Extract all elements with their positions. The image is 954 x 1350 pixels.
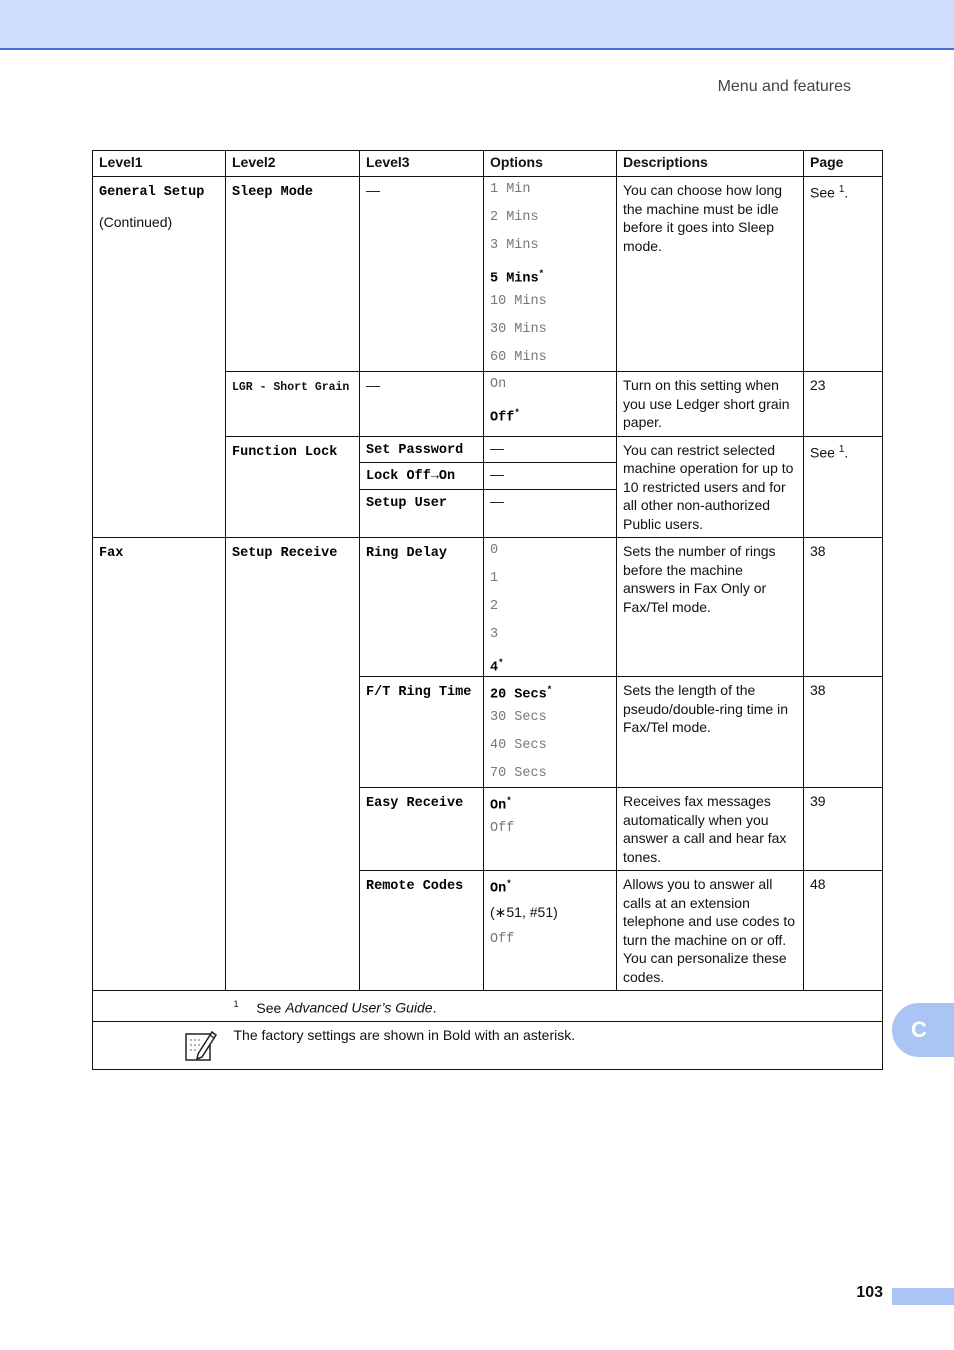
level3-dash: —	[366, 377, 380, 393]
option-default-text: 20 Secs	[490, 687, 547, 703]
function-lock-page: See $^1$.	[804, 436, 883, 538]
footnote-suffix: .	[432, 999, 437, 1016]
ring-delay-description: Sets the number of rings before the machine answers in Fax Only or Fax/Tel mode.	[617, 538, 804, 677]
option-item: 2	[490, 599, 499, 614]
level2-sleep-mode: Sleep Mode	[232, 185, 314, 200]
ring-delay-options	[484, 538, 617, 677]
header-level1: Level1	[93, 151, 226, 177]
note-row	[93, 1022, 883, 1070]
table-row-sleep-mode	[93, 177, 883, 372]
footnote-prefix: See	[256, 999, 286, 1016]
lgr-page: 23	[804, 372, 883, 437]
option-item: 3 Mins	[490, 238, 539, 253]
option-default-text: 4	[490, 660, 499, 676]
footnote	[226, 991, 883, 1022]
level3-ring-delay: Ring Delay	[366, 546, 448, 561]
sleep-mode-options	[484, 177, 617, 372]
function-lock-description: You can restrict selected machine operation for up to 10 restricted users and for all other non-authorized Public users.	[617, 436, 804, 538]
header-page: Page	[804, 151, 883, 177]
header-options: Options	[484, 151, 617, 177]
footnote-number: 1	[233, 999, 239, 1009]
header-descriptions: Descriptions	[617, 151, 804, 177]
level3-lock-off-on: Lock Off→On	[366, 469, 456, 485]
lgr-options	[484, 372, 617, 437]
level2-setup-receive: Setup Receive	[232, 546, 338, 561]
option-default-text: On	[490, 881, 507, 897]
option-item: 30 Secs	[490, 710, 547, 725]
default-asterisk: *	[506, 879, 512, 889]
option-default-text: On	[490, 798, 507, 814]
ring-delay-page: 38	[804, 538, 883, 677]
level2-lgr-short-grain: LGR - Short Grain	[232, 381, 350, 394]
option-item: 1	[490, 571, 499, 586]
page-number-bar	[892, 1288, 954, 1305]
sleep-mode-description: You can choose how long the machine must be idle before it goes into Sleep mode.	[617, 177, 804, 372]
table-row-ring-delay	[93, 538, 883, 677]
default-asterisk: *	[538, 269, 545, 279]
level3-easy-receive: Easy Receive	[366, 796, 464, 811]
option-item-default	[490, 404, 610, 426]
continued-label: (Continued)	[99, 213, 173, 230]
note-text: The factory settings are shown in Bold with an asterisk.	[226, 1022, 883, 1070]
easy-receive-page: 39	[804, 788, 883, 871]
ft-ring-time-description: Sets the length of the pseudo/double-ring time in Fax/Tel mode.	[617, 677, 804, 788]
easy-receive-options	[484, 788, 617, 871]
level3-dash: —	[366, 182, 380, 198]
header-level2: Level2	[226, 151, 360, 177]
level3-set-password: Set Password	[366, 442, 464, 458]
ft-ring-time-page: 38	[804, 677, 883, 788]
default-asterisk: *	[514, 408, 520, 418]
level1-general-setup-cell	[93, 177, 226, 538]
option-item: 40 Secs	[490, 738, 547, 753]
header-level3: Level3	[360, 151, 484, 177]
option-item-default	[490, 875, 610, 903]
chapter-tab: C	[892, 1003, 954, 1057]
default-asterisk: *	[546, 685, 553, 695]
footnote-ref: 1	[838, 443, 845, 455]
option-item: 60 Mins	[490, 350, 547, 365]
level1-fax: Fax	[99, 546, 124, 561]
level2-function-lock: Function Lock	[232, 444, 338, 460]
option-item: 2 Mins	[490, 210, 539, 225]
page-see: See	[810, 444, 835, 461]
option-item-default	[490, 792, 610, 820]
level3-setup-user: Setup User	[366, 495, 448, 511]
option-default-text: Off	[490, 410, 515, 426]
lgr-description: Turn on this setting when you use Ledger short grain paper.	[617, 372, 804, 437]
option-dash: —	[490, 492, 504, 509]
sleep-mode-page: See $^1$.	[804, 177, 883, 372]
option-item-default	[490, 265, 610, 293]
footnote-ref: 1	[838, 184, 845, 195]
ft-ring-time-options	[484, 677, 617, 788]
option-default-text: 5 Mins	[490, 271, 539, 287]
remote-codes-description: Allows you to answer all calls at an extension telephone and use codes to turn the machine on or off. You can personalize these codes.	[617, 871, 804, 991]
remote-codes-page: 48	[804, 871, 883, 991]
option-item: Off	[490, 932, 515, 947]
option-codes: (∗51, #51)	[490, 904, 558, 920]
footnote-row	[93, 991, 883, 1022]
remote-codes-options	[484, 871, 617, 991]
option-item: 1 Min	[490, 182, 531, 197]
table-header-row	[93, 151, 883, 177]
option-item: 0	[490, 543, 499, 558]
level3-ft-ring-time: F/T Ring Time	[366, 685, 472, 700]
option-item: 70 Secs	[490, 766, 547, 781]
note-pencil-icon	[184, 1028, 218, 1062]
option-item-default	[490, 654, 610, 676]
footnote-guide-title: Advanced User’s Guide	[285, 999, 433, 1016]
note-icon-cell	[93, 1022, 226, 1070]
top-header-bar	[0, 0, 954, 50]
option-item-default	[490, 681, 610, 709]
option-item: 3	[490, 627, 499, 642]
page-see: See	[810, 184, 835, 201]
option-item: 30 Mins	[490, 322, 547, 337]
option-dash: —	[490, 466, 504, 483]
level1-general-setup: General Setup	[99, 185, 205, 200]
option-item: On	[490, 377, 507, 392]
option-item: 10 Mins	[490, 294, 547, 309]
level3-remote-codes: Remote Codes	[366, 879, 464, 894]
option-dash: —	[490, 439, 504, 456]
menu-table	[92, 150, 883, 1070]
option-item: Off	[490, 821, 515, 836]
default-asterisk: *	[498, 658, 504, 668]
easy-receive-description: Receives fax messages automatically when you answer a call and hear fax tones.	[617, 788, 804, 871]
running-header-title: Menu and features	[717, 78, 851, 95]
page-number: 103	[856, 1284, 883, 1301]
default-asterisk: *	[506, 796, 512, 806]
